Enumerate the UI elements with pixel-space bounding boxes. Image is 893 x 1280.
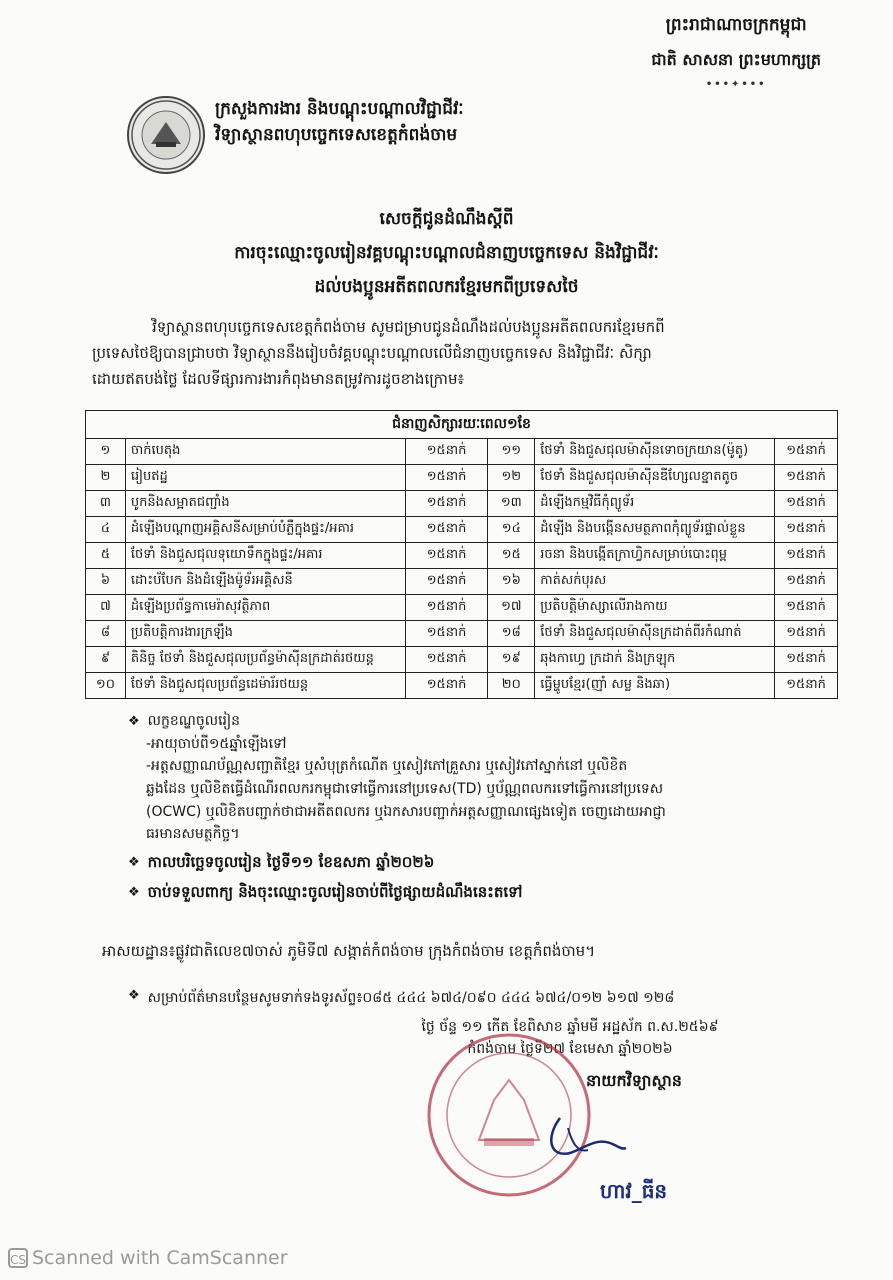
skill-number: ១២ bbox=[488, 465, 535, 491]
start-date-row bbox=[128, 850, 838, 874]
table-row bbox=[86, 673, 838, 699]
director-title: នាយកវិទ្យាស្ថាន bbox=[586, 1071, 682, 1090]
skill-number: ៩ bbox=[86, 647, 126, 673]
diamond-bullet-icon: ❖ bbox=[128, 713, 140, 729]
table-row bbox=[86, 517, 838, 543]
skill-name: ធ្វើម្ហូបខ្មែរ(ញាំ សម្ល និងឆា) bbox=[535, 673, 775, 699]
ministry-heading bbox=[215, 96, 464, 149]
skill-number: ១៣ bbox=[488, 491, 535, 517]
table-row bbox=[86, 595, 838, 621]
kingdom-line: ព្រះរាជាណាចក្រកម្ពុជា bbox=[665, 15, 807, 35]
skill-number: ១៧ bbox=[488, 595, 535, 621]
skill-capacity: ១៥នាក់ bbox=[775, 491, 838, 517]
skill-name: រៀបឥដ្ឋ bbox=[125, 465, 405, 491]
watermark-text: Scanned with CamScanner bbox=[32, 1247, 288, 1269]
intro-line: ប្រទេសថៃឱ្យបានជ្រាបថា វិទ្យាស្ថាននឹងរៀបចំវគ្គបណ្តុះបណ្តាលលើជំនាញបច្ចេកទេស និងវិជ្ជាជីវៈ សិក្សា bbox=[92, 343, 652, 362]
table-row bbox=[86, 569, 838, 595]
skill-name: ប្រតិបត្តិម៉ាស្សាលើរាងកាយ bbox=[535, 595, 775, 621]
notice-audience: ដល់បងប្អូនអតីតពលករខ្មែរមកពីប្រទេសថៃ bbox=[314, 277, 579, 297]
diamond-bullet-icon: ❖ bbox=[128, 988, 140, 1003]
skill-name: កាត់សក់បុរស bbox=[535, 569, 775, 595]
diamond-bullet-icon: ❖ bbox=[128, 854, 140, 870]
solar-date: កំពង់ចាម ថ្ងៃទី២៧ ខែមេសា ឆ្នាំ២០២៦ bbox=[467, 1041, 673, 1058]
ornament-divider: •••✦••• bbox=[705, 79, 767, 90]
skills-table bbox=[85, 410, 838, 699]
skill-number: ១១ bbox=[488, 439, 535, 465]
skill-name: ដំឡើងកម្មវិធីកុំព្យូទ័រ bbox=[535, 491, 775, 517]
skill-capacity: ១៥នាក់ bbox=[775, 569, 838, 595]
nation-motto: ជាតិ សាសនា ព្រះមហាក្សត្រ bbox=[651, 50, 821, 69]
intro-line: វិទ្យាស្ថានពហុបច្ចេកទេសខេត្តកំពង់ចាម សូមជម្រាបជូនដំណឹងដល់បងប្អូនអតីតពលករខ្មែរមកពី bbox=[152, 318, 665, 336]
institute-logo bbox=[127, 96, 205, 174]
requirements-body bbox=[128, 733, 838, 846]
table-row bbox=[86, 465, 838, 491]
skill-number: ១៩ bbox=[488, 647, 535, 673]
table-row bbox=[86, 439, 838, 465]
registration-info: ចាប់ទទួលពាក្យ និងចុះឈ្មោះចូលរៀនចាប់ពីថ្ងៃផ្សាយដំណឹងនេះតទៅ bbox=[147, 883, 523, 902]
intro-line: ដោយឥតបង់ថ្លៃ ដែលទីផ្សារការងារកំពុងមានតម្រូវការដូចខាងក្រោម៖ bbox=[92, 369, 465, 388]
kingdom-heading bbox=[651, 14, 821, 90]
skill-capacity: ១៥នាក់ bbox=[775, 439, 838, 465]
requirement-docs: ឆ្លងដែន ឬលិខិតធ្វើដំណើរពលករកម្ពុជាទៅធ្វើការនៅប្រទេស(TD) ឬប័ណ្ណពលករទៅធ្វើការនៅប្រទេស bbox=[146, 781, 664, 798]
skill-capacity: ១៥នាក់ bbox=[405, 647, 488, 673]
skill-number: ១៨ bbox=[488, 621, 535, 647]
signatory-name: ហាវ_ធីន bbox=[600, 1179, 668, 1203]
skill-number: ២ bbox=[86, 465, 126, 491]
diamond-bullet-icon: ❖ bbox=[128, 884, 140, 900]
institute-name: វិទ្យាស្ថានពហុបច្ចេកទេសខេត្តកំពង់ចាម bbox=[215, 125, 458, 146]
requirements-heading: លក្ខខណ្ឌចូលរៀន bbox=[147, 713, 241, 729]
requirement-docs: -អត្តសញ្ញាណប័ណ្ណសញ្ជាតិខ្មែរ ឬសំបុត្រកំណើត ឬសៀវភៅគ្រួសារ ឬសៀវភៅស្នាក់នៅ ឬលិខិត bbox=[146, 758, 628, 775]
registration-row bbox=[128, 880, 838, 904]
contact-phones: សម្រាប់ព័ត៌មានបន្ថែមសូមទាក់ទងទូរស័ព្ទ៖០៨៥ ៤៤៤ ៦៧៤/០៩០ ៤៤៤ ៦៧៤/០១២ ៦១៧ ១២៨ bbox=[147, 990, 675, 1006]
skill-name: ដំឡើងប្រព័ន្ធកាមេរ៉ាសុវត្ថិភាព bbox=[125, 595, 405, 621]
skill-name: ដំឡើងបណ្តាញអគ្គិសនីសម្រាប់បំភ្លឺក្នុងផ្ទះ/អគារ bbox=[125, 517, 405, 543]
table-header-row bbox=[86, 411, 838, 439]
table-row bbox=[86, 491, 838, 517]
skill-name: ដំឡើង និងបង្កើនសមត្ថភាពកុំព្យូទ័រផ្ទាល់ខ្លួន bbox=[535, 517, 775, 543]
logo-emblem-icon bbox=[129, 98, 203, 172]
skill-name: តិនិច្ច ថែទាំ និងជួសជុលប្រព័ន្ធម៉ាស៊ីនក្រដាត់រថយន្ត bbox=[125, 647, 405, 673]
skill-number: ៨ bbox=[86, 621, 126, 647]
skill-name: ថែទាំ និងជួសជុលប្រព័ន្ធដេម៉ារ័រថយន្ត bbox=[125, 673, 405, 699]
skill-capacity: ១៥នាក់ bbox=[775, 673, 838, 699]
skill-capacity: ១៥នាក់ bbox=[775, 647, 838, 673]
signature-icon bbox=[540, 1108, 630, 1172]
notice-subtitle: ការចុះឈ្មោះចូលរៀនវគ្គបណ្តុះបណ្តាលជំនាញបច្ចេកទេស និងវិជ្ជាជីវៈ bbox=[234, 243, 659, 263]
skill-capacity: ១៥នាក់ bbox=[405, 491, 488, 517]
notice-titles bbox=[0, 208, 893, 310]
skill-name: ថែទាំ និងជួសជុលម៉ាស៊ីនទោចក្រយាន(ម៉ូតូ) bbox=[535, 439, 775, 465]
requirement-age: -អាយុចាប់ពី១៥ឆ្នាំឡើងទៅ bbox=[146, 735, 287, 752]
requirement-docs: (OCWC) ឬលិខិតបញ្ជាក់ថាជាអតីតពលករ ឬឯកសារបញ្ជាក់អត្តសញ្ញាណផ្សេងទៀត ចេញដោយអាជ្ញា bbox=[146, 803, 666, 820]
skill-capacity: ១៥នាក់ bbox=[775, 621, 838, 647]
skill-capacity: ១៥នាក់ bbox=[405, 621, 488, 647]
requirements-section bbox=[128, 710, 838, 905]
table-row bbox=[86, 647, 838, 673]
skill-name: រចនា និងបង្កើតក្រាហ្វិកសម្រាប់បោះពុម្ព bbox=[535, 543, 775, 569]
skill-number: ៤ bbox=[86, 517, 126, 543]
lunar-date: ថ្ងៃ ច័ន្ទ ១១ កើត ខែពិសាខ ឆ្នាំមមី អដ្ឋស័ក ព.ស.២៥៦៩ bbox=[421, 1019, 719, 1035]
skill-number: ៣ bbox=[86, 491, 126, 517]
skill-name: ដោះប័បែក និងដំឡើងម៉ូទ័រអគ្គិសនី bbox=[125, 569, 405, 595]
skill-capacity: ១៥នាក់ bbox=[405, 439, 488, 465]
skill-number: ២០ bbox=[488, 673, 535, 699]
skill-capacity: ១៥នាក់ bbox=[405, 517, 488, 543]
skill-name: ថែទាំ និងជួសជុលម៉ាស៊ីនក្រដាត់ពីរកំណាត់ bbox=[535, 621, 775, 647]
skill-capacity: ១៥នាក់ bbox=[405, 465, 488, 491]
skill-capacity: ១៥នាក់ bbox=[775, 595, 838, 621]
skill-capacity: ១៥នាក់ bbox=[405, 673, 488, 699]
skill-name: ប្រតិបត្តិការងារក្រឡឹង bbox=[125, 621, 405, 647]
requirements-heading-row bbox=[128, 710, 838, 733]
skill-name: ចាក់បេតុង bbox=[125, 439, 405, 465]
skill-capacity: ១៥នាក់ bbox=[775, 543, 838, 569]
skill-capacity: ១៥នាក់ bbox=[405, 543, 488, 569]
camscanner-watermark bbox=[8, 1247, 288, 1269]
skill-number: ១០ bbox=[86, 673, 126, 699]
contact-row bbox=[128, 988, 674, 1009]
skill-number: ១៦ bbox=[488, 569, 535, 595]
skill-name: បូកនិងសម្អាតជញ្ជាំង bbox=[125, 491, 405, 517]
table-row bbox=[86, 543, 838, 569]
start-date: កាលបរិច្ឆេទចូលរៀន ថ្ងៃទី១១ ខែឧសភា ឆ្នាំ២០២៦ bbox=[147, 853, 435, 872]
skill-capacity: ១៥នាក់ bbox=[405, 569, 488, 595]
table-header: ជំនាញសិក្សារយៈពេល១ខែ bbox=[86, 411, 838, 439]
skill-number: ៧ bbox=[86, 595, 126, 621]
skill-capacity: ១៥នាក់ bbox=[775, 465, 838, 491]
skill-number: ១៤ bbox=[488, 517, 535, 543]
camscanner-icon: CS bbox=[8, 1248, 28, 1268]
table-row bbox=[86, 621, 838, 647]
skill-name: ថែទាំ និងជួសជុលទុយោទឹកក្នុងផ្ទះ/អគារ bbox=[125, 543, 405, 569]
skill-name: ឆុងកាហ្វេ ក្រដាក់ និងក្រឡុក bbox=[535, 647, 775, 673]
skill-number: ១៥ bbox=[488, 543, 535, 569]
address: អាសយដ្ឋាន៖ផ្លូវជាតិលេខ៧ចាស់ ភូមិទី៧ សង្កាត់កំពង់ចាម ក្រុងកំពង់ចាម ខេត្តកំពង់ចាម។ bbox=[102, 942, 596, 960]
skill-name: ថែទាំ និងជួសជុលម៉ាស៊ីនឌីហ្សែលខ្នាតតូច bbox=[535, 465, 775, 491]
skill-capacity: ១៥នាក់ bbox=[405, 595, 488, 621]
intro-paragraph bbox=[92, 315, 837, 393]
ministry-name: ក្រសួងការងារ និងបណ្តុះបណ្តាលវិជ្ជាជីវៈ bbox=[215, 99, 464, 119]
skill-number: ១ bbox=[86, 439, 126, 465]
skill-number: ៥ bbox=[86, 543, 126, 569]
requirement-docs: ធរមានសមត្ថកិច្ច។ bbox=[146, 826, 240, 843]
notice-title: សេចក្តីជូនដំណឹងស្តីពី bbox=[379, 209, 514, 229]
skill-number: ៦ bbox=[86, 569, 126, 595]
skill-capacity: ១៥នាក់ bbox=[775, 517, 838, 543]
